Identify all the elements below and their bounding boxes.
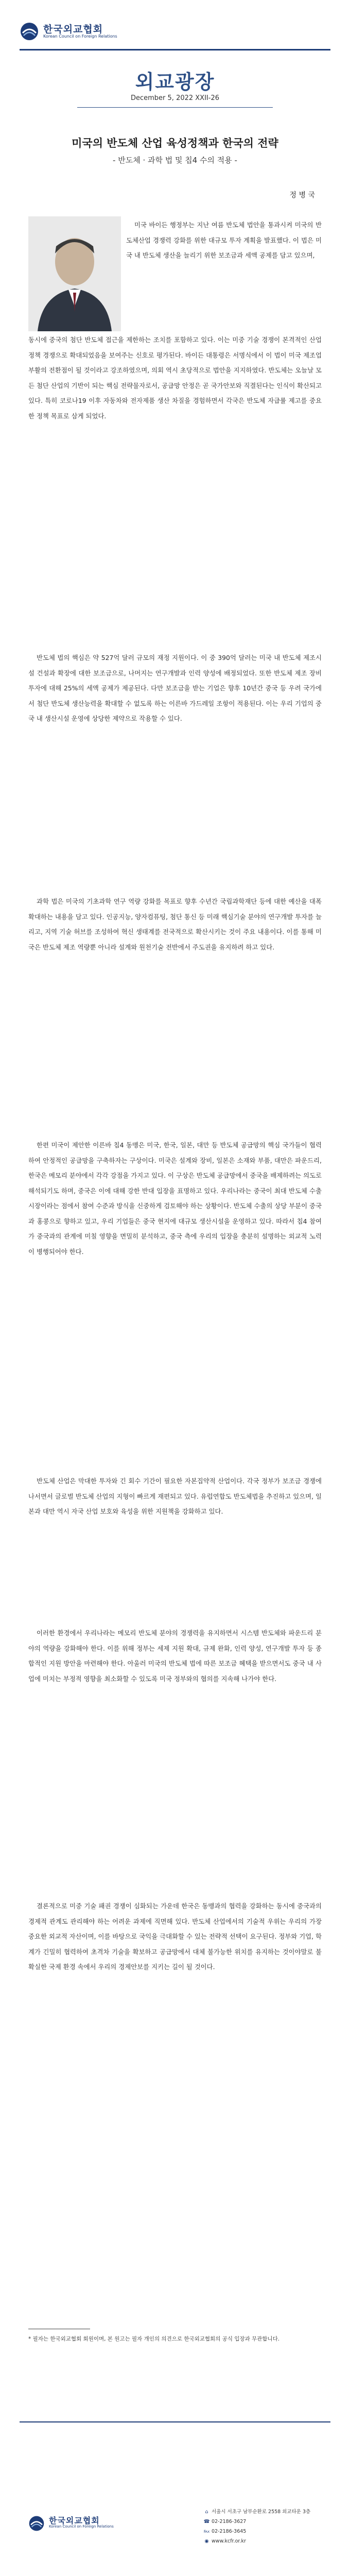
article-subtitle: - 반도체 · 과학 법 및 칩4 수의 적용 -: [113, 156, 237, 165]
fax-icon: ℻: [203, 2529, 210, 2534]
article-paragraph: 미국 바이든 행정부는 지난 여름 반도체 법안을 통과시켜 미국의 반도체산업 경쟁력 강화를 위한 대규모 투자 계획을 발표했다. 이 법은 미국 내 반도체 생산을 늘리기 위한 보조금과 세액 공제를 담고 있으며,: [126, 221, 322, 259]
footer-contact: [203, 2507, 327, 2546]
article-paragraph: 한편 미국이 제안한 이른바 칩4 동맹은 미국, 한국, 일본, 대만 등 반도체 공급망의 핵심 국가들이 협력하여 안정적인 공급망을 구축하자는 구상이다. 미국은 설계와 장비, 일본은 소재와 부품, 대만은 파운드리, 한국은 메모리 분야에서 각각 강점을 가지고 있다. 이 구상은 반도체 공급망에서 중국을 배제하려는 의도로 해석되기도 하며, 중국은 이에 대해 강한 반대 입장을 표명하고 있다. 우리나라는 중국이 최대 반도체 수출시장이라는 점에서 참여 수준과 방식을 신중하게 검토해야 하는 상황이다. 반도체 수출의 상당 부분이 중국과 홍콩으로 향하고 있고, 우리 기업들은 중국 현지에 대규모 생산시설을 운영하고 있다. 따라서 칩4 참여가 중국과의 관계에 미칠 영향을 면밀히 분석하고, 중국 측에 우리의 입장을 충분히 설명하는 외교적 노력이 병행되어야 한다.: [28, 1141, 322, 1256]
footer-tel: 02-2186-3627: [212, 2519, 247, 2524]
footer-web[interactable]: www.kcfr.or.kr: [212, 2538, 246, 2544]
article-author: 정 병 국: [289, 191, 315, 199]
footnote: * 필자는 한국외교협회 회원이며, 본 원고는 필자 개인의 의견으로 한국외교협회의 공식 입장과 무관합니다.: [28, 2336, 280, 2342]
footer-rule: [20, 2421, 330, 2422]
location-icon: ⌂: [205, 2509, 208, 2515]
footer-org-name-ko: 한국외교협회: [49, 2516, 100, 2526]
issue-line: December 5, 2022 XXII-26: [130, 94, 219, 102]
article-title: 미국의 반도체 산업 육성정책과 한국의 전략: [72, 137, 278, 149]
org-emblem-icon: [20, 22, 39, 41]
web-icon: ◉: [204, 2538, 209, 2544]
title-divider: [77, 107, 273, 108]
footer-logo: [28, 2514, 142, 2535]
article-paragraph: 반도체 법의 핵심은 약 527억 달러 규모의 재정 지원이다. 이 중 390억 달러는 미국 내 반도체 제조시설 건설과 확장에 대한 보조금으로, 나머지는 연구개발과 인력 양성에 배정되었다. 또한 반도체 제조 장비 투자에 대해 25%의 세액 공제가 제공된다. 다만 보조금을 받는 기업은 향후 10년간 중국 등 우려 국가에서 첨단 반도체 생산능력을 확대할 수 없도록 하는 이른바 가드레일 조항이 적용된다. 이는 우리 기업의 중국 내 생산시설 운영에 상당한 제약으로 작용할 수 있다.: [28, 654, 322, 722]
header-rule: [20, 49, 330, 50]
article-paragraph: 결론적으로 미중 기술 패권 경쟁이 심화되는 가운데 한국은 동맹과의 협력을 강화하는 동시에 중국과의 경제적 관계도 관리해야 하는 어려운 과제에 직면해 있다. 반도체 산업에서의 기술적 우위는 우리의 가장 중요한 외교적 자산이며, 이를 바탕으로 국익을 극대화할 수 있는 전략적 선택이 요구된다. 정부와 기업, 학계가 긴밀히 협력하여 초격차 기술을 확보하고 공급망에서 대체 불가능한 위치를 유지하는 것이야말로 불확실한 국제 환경 속에서 우리의 경제안보를 지키는 길이 될 것이다.: [28, 1902, 322, 1971]
org-name-en: Korean Council on Foreign Relations: [43, 34, 117, 39]
org-emblem-icon: [28, 2515, 45, 2532]
footer-fax: 02-2186-3645: [212, 2529, 247, 2534]
article-paragraph: 과학 법은 미국의 기초과학 연구 역량 강화를 목표로 향후 수년간 국립과학재단 등에 대한 예산을 대폭 확대하는 내용을 담고 있다. 인공지능, 양자컴퓨팅, 첨단 통신 등 미래 핵심기술 분야의 연구개발 투자를 늘리고, 지역 기술 허브를 조성하여 혁신 생태계를 전국적으로 확산시키는 것이 주요 내용이다. 이를 통해 미국은 반도체 제조 역량뿐 아니라 설계와 원천기술 전반에서 주도권을 유지하려 하고 있다.: [28, 897, 322, 951]
article-paragraph: 반도체 산업은 막대한 투자와 긴 회수 기간이 필요한 자본집약적 산업이다. 각국 정부가 보조금 경쟁에 나서면서 글로벌 반도체 산업의 지형이 빠르게 재편되고 있다. 유럽연합도 반도체법을 추진하고 있으며, 일본과 대만 역시 자국 산업 보호와 육성을 위한 지원책을 강화하고 있다.: [28, 1477, 322, 1515]
footer-org-name-en: Korean Council on Foreign Relations: [49, 2524, 114, 2529]
org-name-ko: 한국외교협회: [43, 24, 103, 35]
article-paragraph: 동시에 중국의 첨단 반도체 접근을 제한하는 조치를 포함하고 있다. 이는 미중 기술 경쟁이 본격적인 산업정책 경쟁으로 확대되었음을 보여주는 신호로 평가된다. 바이든 대통령은 서명식에서 이 법이 미국 제조업 부활의 전환점이 될 것이라고 강조하였으며, 의회 역시 초당적으로 법안을 지지하였다. 반도체는 오늘날 모든 첨단 산업의 기반이 되는 핵심 전략물자로서, 공급망 안정은 곧 국가안보와 직결된다는 인식이 확산되고 있다. 특히 코로나19 이후 자동차와 전자제품 생산 차질을 경험하면서 각국은 반도체 자급률 제고를 중요한 정책 목표로 삼게 되었다.: [28, 336, 322, 420]
footer-address: 서울시 서초구 남부순환로 2558 외교타운 3층: [212, 2509, 311, 2515]
phone-icon: ☎: [203, 2519, 210, 2524]
publication-title: 외교광장: [135, 71, 215, 93]
org-logo: [20, 21, 122, 44]
article-paragraph: 이러한 환경에서 우리나라는 메모리 반도체 분야의 경쟁력을 유지하면서 시스템 반도체와 파운드리 분야의 역량을 강화해야 한다. 이를 위해 정부는 세제 지원 확대, 규제 완화, 인력 양성, 연구개발 투자 등 종합적인 지원 방안을 마련해야 한다. 아울러 미국의 반도체 법에 따른 보조금 혜택을 받으면서도 중국 내 사업에 미치는 부정적 영향을 최소화할 수 있도록 미국 정부와의 협의를 지속해 나가야 한다.: [28, 1629, 322, 1683]
